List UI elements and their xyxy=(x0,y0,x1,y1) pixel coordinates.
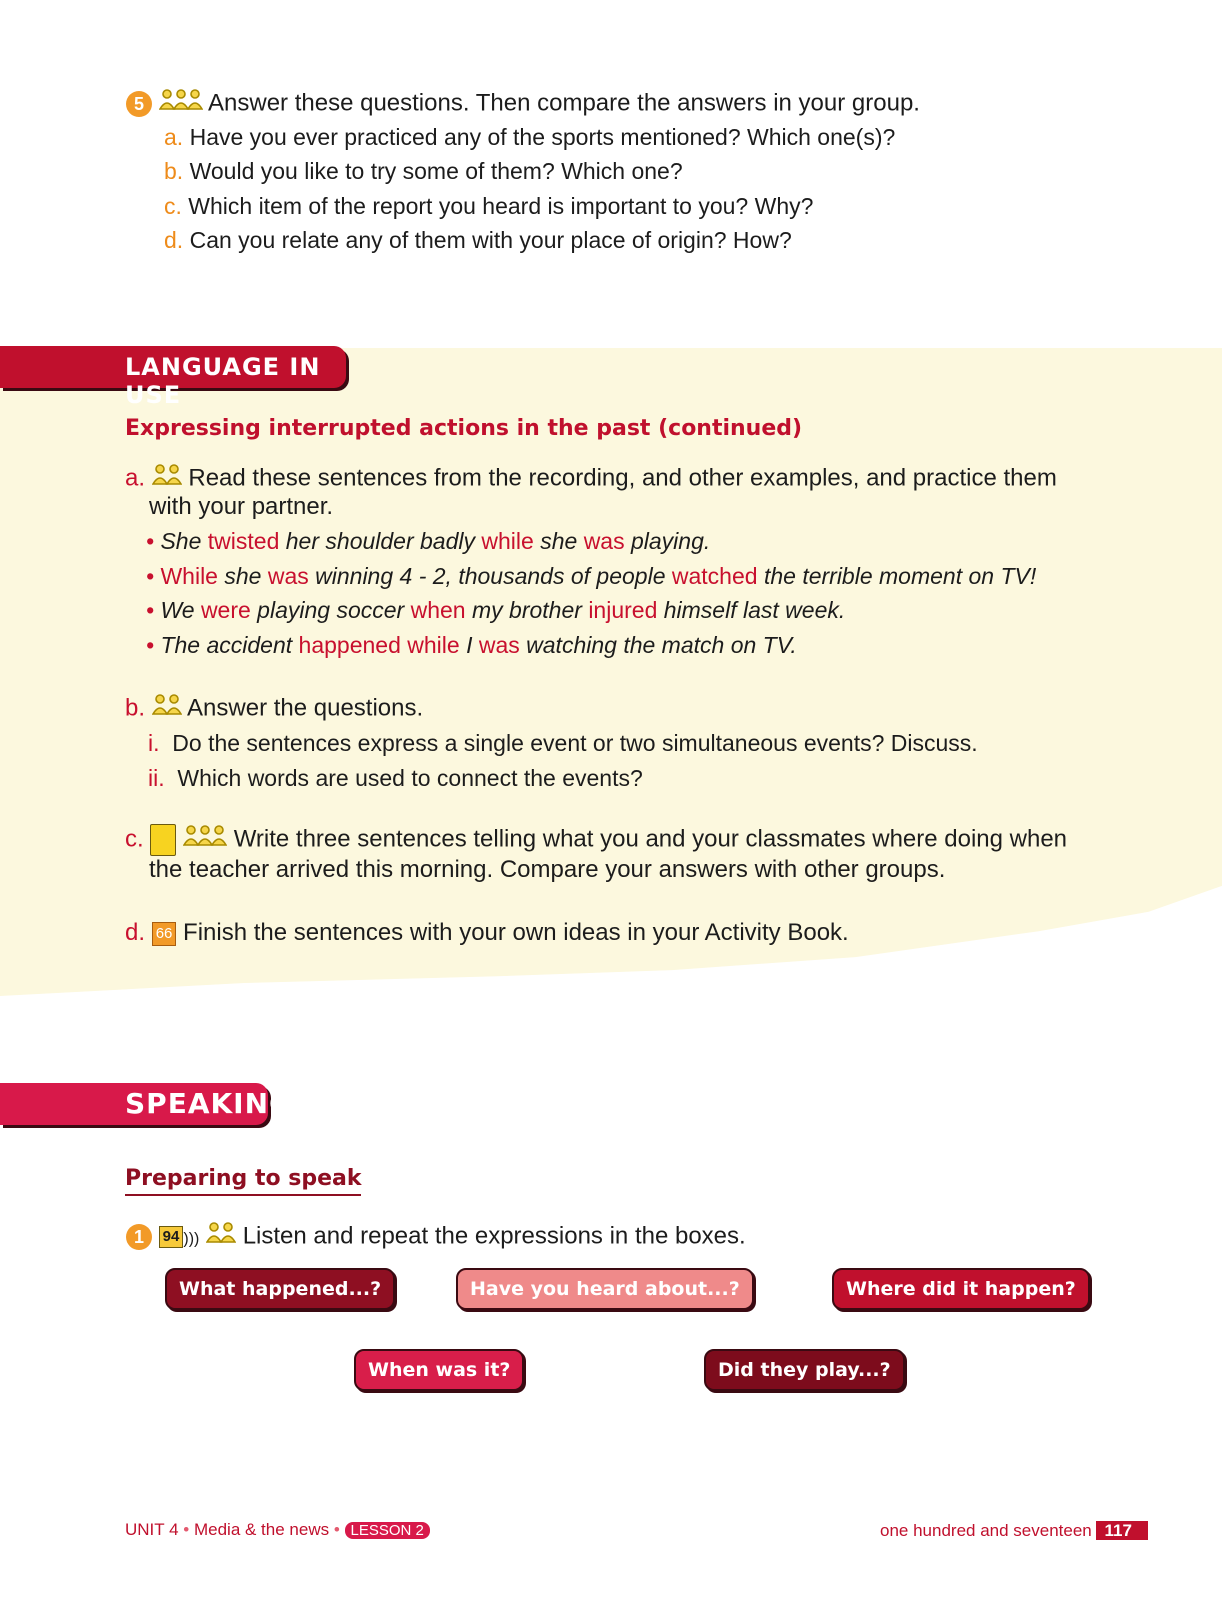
exercise-5-heading xyxy=(126,88,1126,120)
sentence-text: I xyxy=(459,632,479,658)
question-letter: c. xyxy=(164,193,182,219)
question-text: Would you like to try some of them? Which one? xyxy=(189,158,683,184)
group-work-icon xyxy=(183,824,227,856)
highlighted-word: twisted xyxy=(207,528,280,554)
activity-book-page-badge: 66 xyxy=(152,922,177,946)
sentence-text: she xyxy=(217,563,268,589)
item-b-text: Answer the questions. xyxy=(187,694,424,722)
item-a-text-line2: with your partner. xyxy=(149,493,334,520)
sentence-text: The accident xyxy=(160,632,299,658)
sentence-text: She xyxy=(160,528,208,554)
sentence-text: her shoulder badly xyxy=(279,528,482,554)
example-sentence-3: • We were playing soccer when my brother injured himself last week. xyxy=(146,597,846,623)
banner-label: SPEAKING xyxy=(125,1087,294,1120)
question-text: Can you relate any of them with your place of origin? How? xyxy=(189,227,792,253)
footer-page-words: one hundred and seventeen xyxy=(880,1521,1092,1540)
footer-page-number: 117 xyxy=(1096,1521,1147,1540)
sentence-text: We xyxy=(160,597,201,623)
sentence-text: winning 4 - 2, thousands of people xyxy=(308,563,672,589)
footer-topic: Media & the news xyxy=(193,1520,330,1539)
footer-unit-label: UNIT 4 xyxy=(125,1520,179,1539)
sentence-text: the terrible moment on TV! xyxy=(757,563,1037,589)
highlighted-word: was xyxy=(267,563,309,589)
highlighted-word: was xyxy=(478,632,520,658)
item-c xyxy=(125,824,1125,856)
expression-tag: What happened...? xyxy=(165,1268,395,1310)
footer-unit: UNIT 4 • Media & the news • LESSON 2 xyxy=(125,1520,430,1540)
language-in-use-banner xyxy=(0,346,346,409)
sentence-text: she xyxy=(533,528,584,554)
speaking-exercise-text: Listen and repeat the expressions in the boxes. xyxy=(242,1222,746,1250)
item-c-text-line2: the teacher arrived this morning. Compare your answers with other groups. xyxy=(149,856,946,883)
question-a xyxy=(164,122,895,152)
audio-track-badge: 94 xyxy=(159,1226,184,1248)
question-c xyxy=(164,191,813,221)
highlighted-word: while xyxy=(481,528,534,554)
item-letter: a. xyxy=(125,464,146,492)
question-letter: d. xyxy=(164,227,184,253)
question-letter: a. xyxy=(164,124,184,150)
item-letter: d. xyxy=(125,919,146,946)
item-a xyxy=(125,463,1105,495)
group-work-icon xyxy=(159,88,203,120)
audio-icon: ))) xyxy=(183,1230,200,1248)
sentence-text: watching the match on TV. xyxy=(519,632,797,658)
expression-tag: Have you heard about...? xyxy=(456,1268,754,1310)
question-d xyxy=(164,225,792,255)
expression-tag: Where did it happen? xyxy=(832,1268,1090,1310)
item-c-text: Write three sentences telling what you and your classmates where doing when xyxy=(233,825,1068,853)
highlighted-word: happened while xyxy=(298,632,460,658)
banner-label: LANGUAGE IN USE xyxy=(125,353,321,409)
expression-tag: When was it? xyxy=(354,1349,524,1391)
pair-work-icon xyxy=(152,693,182,725)
highlighted-word: injured xyxy=(588,597,658,623)
language-in-use-subtitle: Expressing interrupted actions in the past (continued) xyxy=(125,416,803,441)
speaking-banner xyxy=(0,1083,294,1125)
subquestion-text: Which words are used to connect the events? xyxy=(177,765,643,791)
question-b xyxy=(164,156,683,186)
speaking-subtitle: Preparing to speak xyxy=(125,1166,361,1196)
subquestion-number: i. xyxy=(148,730,160,756)
item-letter: c. xyxy=(125,825,144,853)
subquestion-number: ii. xyxy=(148,765,165,791)
sentence-text: himself last week. xyxy=(657,597,846,623)
question-text: Which item of the report you heard is important to you? Why? xyxy=(188,193,814,219)
example-sentence-1: • She twisted her shoulder badly while she was playing. xyxy=(146,528,711,554)
example-sentence-2: • While she was winning 4 - 2, thousands of people watched the terrible moment on TV! xyxy=(146,563,1037,589)
speaking-exercise-1 xyxy=(126,1221,746,1254)
expression-tag: Did they play...? xyxy=(704,1349,905,1391)
sentence-text: playing soccer xyxy=(250,597,411,623)
item-a-text: Read these sentences from the recording, and other examples, and practice them xyxy=(188,464,1057,492)
highlighted-word: was xyxy=(583,528,625,554)
item-d-text: Finish the sentences with your own ideas in your Activity Book. xyxy=(183,919,849,946)
footer-page xyxy=(880,1521,1148,1543)
item-letter: b. xyxy=(125,694,146,722)
pair-work-icon xyxy=(152,463,182,495)
pair-work-icon xyxy=(206,1221,236,1253)
exercise-5-instruction: Answer these questions. Then compare the answers in your group. xyxy=(208,89,920,117)
question-text: Have you ever practiced any of the sports mentioned? Which one(s)? xyxy=(189,124,896,150)
highlighted-word: when xyxy=(410,597,466,623)
notebook-icon xyxy=(150,824,176,856)
item-d xyxy=(125,918,849,948)
subquestion-ii xyxy=(148,763,643,793)
exercise-number-badge: 1 xyxy=(126,1224,152,1250)
item-b xyxy=(125,693,423,725)
exercise-number-badge: 5 xyxy=(126,91,152,117)
footer-lesson-badge: LESSON 2 xyxy=(345,1522,430,1539)
example-sentence-4: • The accident happened while I was watching the match on TV. xyxy=(146,632,797,658)
highlighted-word: watched xyxy=(671,563,758,589)
sentence-text: playing. xyxy=(624,528,711,554)
highlighted-word: were xyxy=(200,597,251,623)
highlighted-word: While xyxy=(160,563,218,589)
subquestion-text: Do the sentences express a single event or two simultaneous events? Discuss. xyxy=(172,730,978,756)
subquestion-i xyxy=(148,728,978,758)
question-letter: b. xyxy=(164,158,184,184)
sentence-text: my brother xyxy=(465,597,589,623)
language-in-use-background xyxy=(0,348,1222,996)
